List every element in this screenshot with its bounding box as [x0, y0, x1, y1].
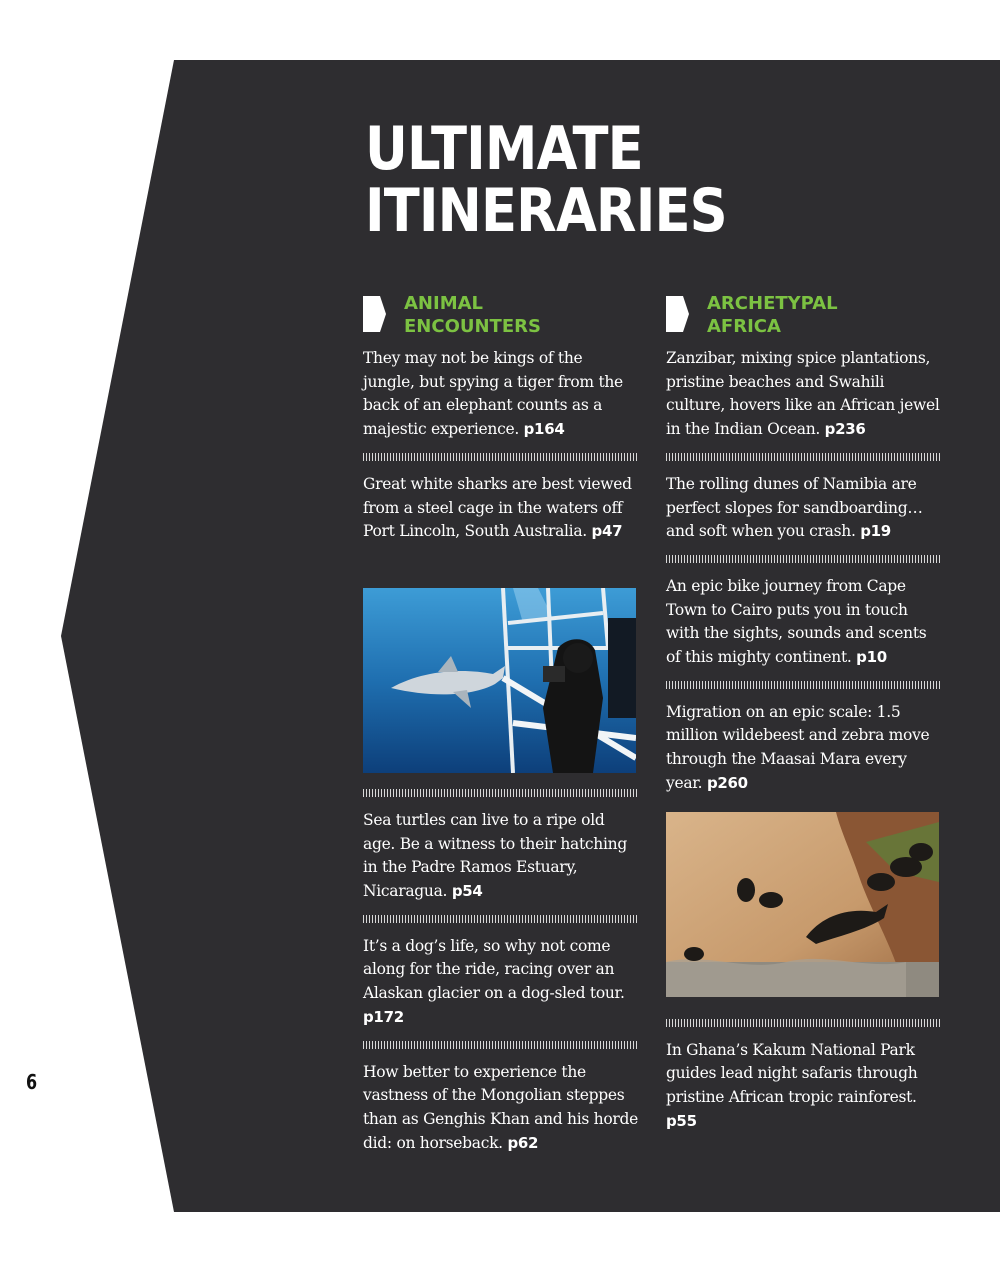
section-title [707, 292, 838, 338]
animal-encounters-column [363, 292, 638, 1155]
page-title-line: ITINERARIES [365, 176, 727, 246]
divider [666, 1019, 941, 1027]
divider [666, 681, 941, 689]
wildebeest-migration-photo [666, 812, 939, 997]
page-title-line: ULTIMATE [365, 114, 643, 184]
divider [363, 1041, 638, 1049]
item-text: In Ghana’s Kakum National Park guides lead night safaris through pristine African tropic rainforest. [666, 1040, 918, 1106]
itinerary-item [666, 1039, 941, 1134]
section-header [363, 292, 638, 344]
section-title-line: ENCOUNTERS [404, 316, 541, 337]
page-reference: p10 [856, 648, 887, 667]
section-header [666, 292, 941, 344]
section-title-line: ANIMAL [404, 293, 484, 314]
page-title [365, 114, 727, 246]
item-text: Sea turtles can live to a ripe old age. Be a witness to their hatching in the Padre Ramos Estuary, Nicaragua. [363, 810, 627, 901]
item-text: Zanzibar, mixing spice plantations, pristine beaches and Swahili culture, hovers like an African jewel in the Indian Ocean. [666, 349, 940, 439]
divider [666, 555, 941, 563]
page-reference: p62 [507, 1133, 539, 1152]
section-title-line: ARCHETYPAL [707, 293, 838, 314]
itinerary-item [363, 347, 638, 442]
itinerary-item [363, 473, 638, 544]
page-reference: p55 [666, 1111, 697, 1130]
itinerary-item [363, 809, 638, 904]
itinerary-item [666, 701, 941, 796]
item-text: They may not be kings of the jungle, but spying a tiger from the back of an elephant counts as a majestic experience. [363, 349, 623, 439]
archetypal-africa-column [666, 292, 941, 1133]
section-marker-icon [666, 296, 689, 332]
page-reference: p236 [824, 420, 866, 439]
page-reference: p19 [860, 522, 891, 541]
item-text: Great white sharks are best viewed from a steel cage in the waters off Port Lincoln, South Australia. [363, 474, 632, 541]
page-reference: p164 [523, 420, 565, 439]
section-title-line: AFRICA [707, 316, 781, 337]
section-marker-icon [363, 296, 386, 332]
page-reference: p47 [591, 522, 623, 541]
shark-cage-photo [363, 588, 636, 773]
divider [363, 915, 638, 923]
itinerary-item [363, 935, 638, 1030]
divider [666, 453, 941, 461]
section-title [404, 292, 541, 338]
divider [363, 453, 638, 461]
itinerary-item [363, 1061, 638, 1156]
item-text: An epic bike journey from Cape Town to Cairo puts you in touch with the sights, sounds and scents of this mighty continent. [666, 576, 927, 667]
itinerary-item [666, 575, 941, 670]
item-text: The rolling dunes of Namibia are perfect slopes for sandboarding… and soft when you crash. [666, 474, 923, 541]
page-reference: p260 [706, 773, 748, 792]
itinerary-item [666, 347, 941, 442]
divider [363, 789, 638, 797]
page-reference: p172 [363, 1007, 404, 1026]
page-reference: p54 [451, 882, 483, 901]
itinerary-item [666, 473, 941, 544]
item-text: It’s a dog’s life, so why not come along for the ride, racing over an Alaskan glacier on a dog-sled tour. [363, 936, 625, 1003]
item-text: How better to experience the vastness of the Mongolian steppes than as Genghis Khan and his horde did: on horseback. [363, 1062, 638, 1152]
page-number: 6 [26, 1070, 38, 1094]
item-text: Migration on an epic scale: 1.5 million wildebeest and zebra move through the Maasai Mara every year. [666, 702, 930, 792]
